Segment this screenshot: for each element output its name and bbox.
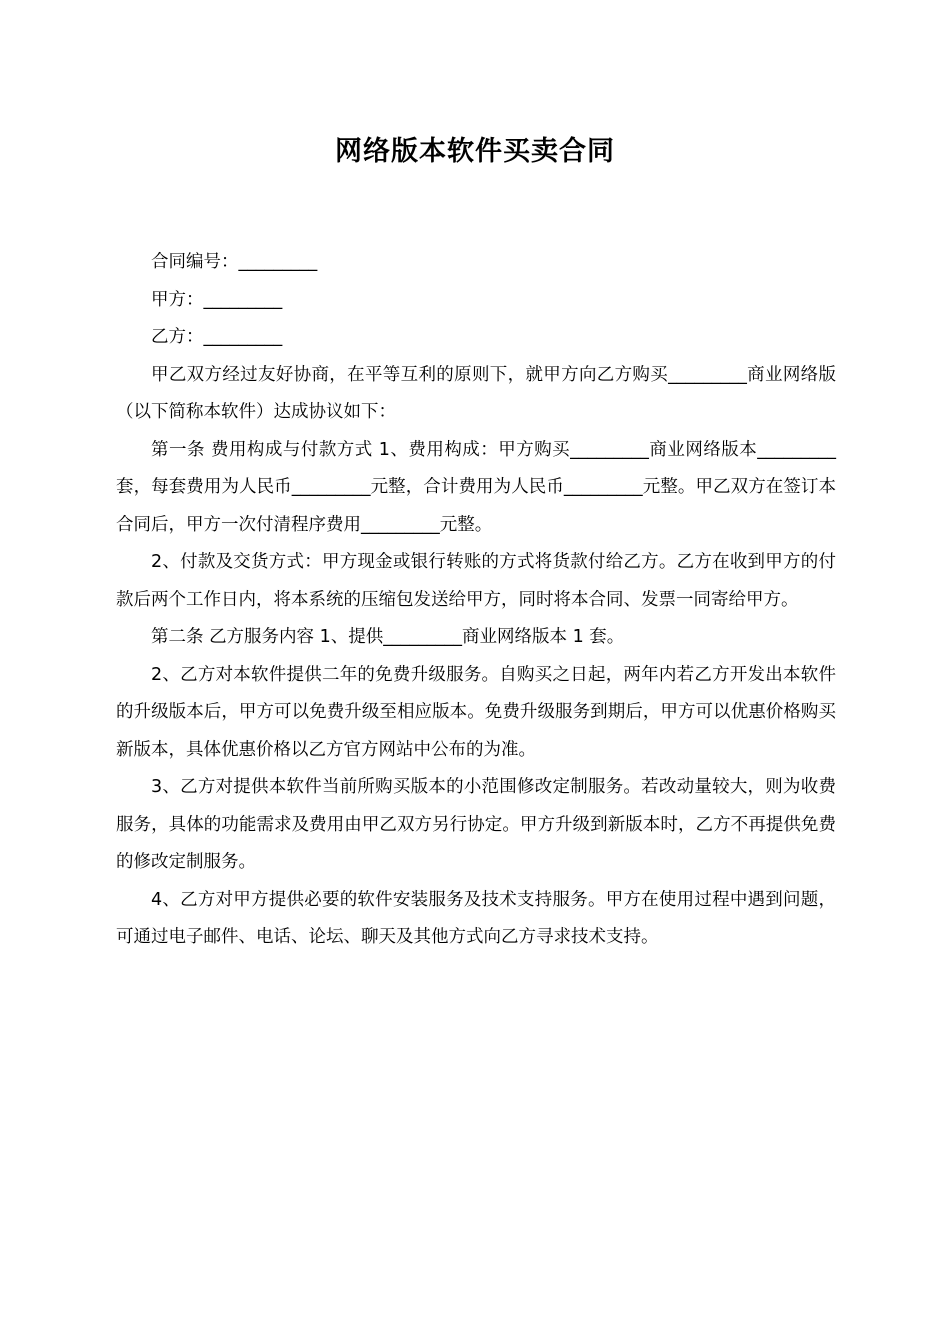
article-2-support-paragraph: 4、乙方对甲方提供必要的软件安装服务及技术支持服务。甲方在使用过程中遇到问题，可通过电子邮件、电话、论坛、聊天及其他方式向乙方寻求技术支持。 [116,889,836,947]
document-title: 网络版本软件买卖合同 [335,136,615,167]
article-2-services-paragraph: 第二条 乙方服务内容 1、提供_________商业网络版本 1 套。 [151,627,625,647]
article-2-upgrade-paragraph: 2、乙方对本软件提供二年的免费升级服务。自购买之日起，两年内若乙方开发出本软件的升级版本后，甲方可以免费升级至相应版本。免费升级服务到期后，甲方可以优惠价格购买新版本，具体优惠价格以乙方官方网站中公布的为准。 [116,664,836,760]
article-2-customization-paragraph: 3、乙方对提供本软件当前所购买版本的小范围修改定制服务。若改动量较大，则为收费服务，具体的功能需求及费用由甲乙双方另行协定。甲方升级到新版本时，乙方不再提供免费的修改定制服务。 [116,777,836,872]
contract-number-line: 合同编号：_________ [151,252,318,272]
party-a-line: 甲方：_________ [151,289,283,310]
document-body [116,244,836,957]
preamble-paragraph: 甲乙双方经过友好协商，在平等互利的原则下，就甲方向乙方购买_________商业网络版（以下简称本软件）达成协议如下： [116,364,836,422]
article-1-payment-paragraph: 2、付款及交货方式：甲方现金或银行转账的方式将货款付给乙方。乙方在收到甲方的付款后两个工作日内，将本系统的压缩包发送给甲方，同时将本合同、发票一同寄给甲方。 [116,552,836,610]
party-b-line: 乙方：_________ [151,327,283,347]
article-1-fees-paragraph: 第一条 费用构成与付款方式 1、费用构成：甲方购买_________商业网络版本_________套，每套费用为人民币_________元整，合计费用为人民币_________元整。甲乙双方在签订本合同后，甲方一次付清程序费用_________元整。 [116,439,836,535]
